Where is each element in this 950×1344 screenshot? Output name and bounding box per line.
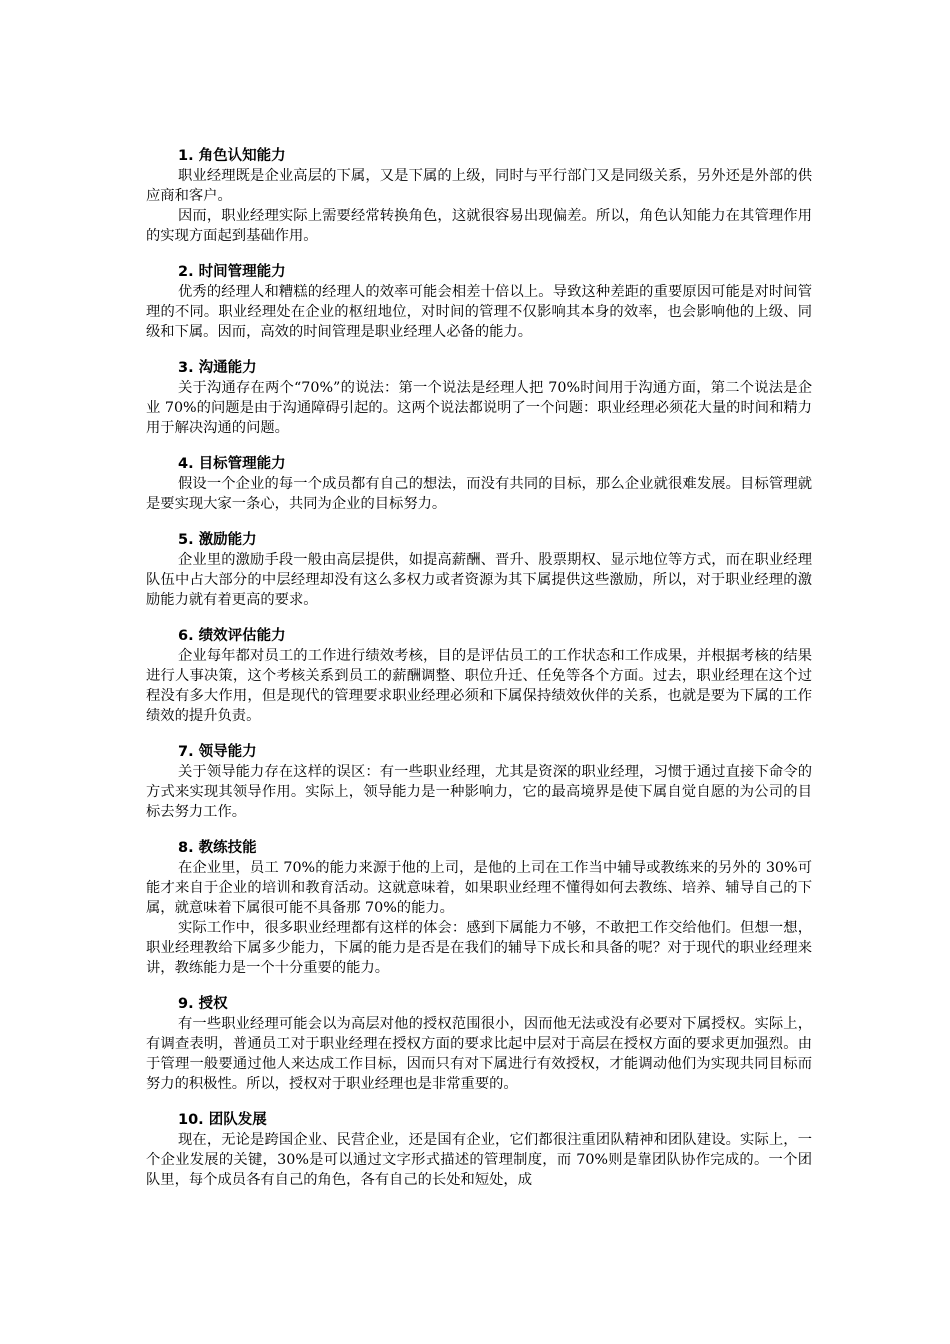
section-paragraph: 关于沟通存在两个“70%”的说法：第一个说法是经理人把 70%时间用于沟通方面，第二个说法是企业 70%的问题是由于沟通障碍引起的。这两个说法都说明了一个问题：职业经理必须花大量的时间和精力用于解决沟通的问题。 <box>146 380 812 436</box>
section-paragraph: 在企业里，员工 70%的能力来源于他的上司，是他的上司在工作当中辅导或教练来的另外的 30%可能才来自于企业的培训和教育活动。这就意味着，如果职业经理不懂得如何去教练、培养、辅导自己的下属，就意味着下属很可能不具备那 70%的能力。 <box>146 860 812 916</box>
section-paragraph: 现在，无论是跨国企业、民营企业，还是国有企业，它们都很注重团队精神和团队建设。实际上，一个企业发展的关键，30%是可以通过文字形式描述的管理制度，而 70%则是靠团队协作完成的。一个团队里，每个成员各有自己的角色，各有自己的长处和短处，成 <box>146 1132 812 1188</box>
section-communication <box>146 358 812 438</box>
section-paragraph: 假设一个企业的每一个成员都有自己的想法，而没有共同的目标，那么企业就很难发展。目标管理就是要实现大家一条心，共同为企业的目标努力。 <box>146 476 812 512</box>
section-heading: 1. 角色认知能力 <box>178 148 286 164</box>
section-leadership <box>146 742 812 822</box>
section-heading: 5. 激励能力 <box>178 532 257 548</box>
section-heading: 9. 授权 <box>178 996 228 1012</box>
section-paragraph: 职业经理既是企业高层的下属，又是下属的上级，同时与平行部门又是同级关系，另外还是外部的供应商和客户。 <box>146 168 812 204</box>
section-heading: 3. 沟通能力 <box>178 360 257 376</box>
section-performance-evaluation <box>146 626 812 726</box>
section-heading: 7. 领导能力 <box>178 744 257 760</box>
section-paragraph: 因而，职业经理实际上需要经常转换角色，这就很容易出现偏差。所以，角色认知能力在其管理作用的实现方面起到基础作用。 <box>146 208 812 244</box>
section-heading: 8. 教练技能 <box>178 840 257 856</box>
section-goal-management <box>146 454 812 514</box>
section-heading: 10. 团队发展 <box>178 1112 267 1128</box>
document-page <box>146 146 812 1206</box>
section-heading: 4. 目标管理能力 <box>178 456 286 472</box>
section-time-management <box>146 262 812 342</box>
section-paragraph: 企业里的激励手段一般由高层提供，如提高薪酬、晋升、股票期权、显示地位等方式，而在职业经理队伍中占大部分的中层经理却没有这么多权力或者资源为其下属提供这些激励，所以，对于职业经理的激励能力就有着更高的要求。 <box>146 552 812 608</box>
section-team-development <box>146 1110 812 1190</box>
section-paragraph: 优秀的经理人和糟糕的经理人的效率可能会相差十倍以上。导致这种差距的重要原因可能是对时间管理的不同。职业经理处在企业的枢纽地位，对时间的管理不仅影响其本身的效率，也会影响他的上级、同级和下属。因而，高效的时间管理是职业经理人必备的能力。 <box>146 284 812 340</box>
section-motivation <box>146 530 812 610</box>
section-paragraph: 企业每年都对员工的工作进行绩效考核，目的是评估员工的工作状态和工作成果，并根据考核的结果进行人事决策，这个考核关系到员工的薪酬调整、职位升迁、任免等各个方面。过去，职业经理在这个过程没有多大作用，但是现代的管理要求职业经理必须和下属保持绩效伙伴的关系，也就是要为下属的工作绩效的提升负责。 <box>146 648 812 724</box>
section-heading: 2. 时间管理能力 <box>178 264 286 280</box>
section-coaching <box>146 838 812 978</box>
section-role-cognition <box>146 146 812 246</box>
section-paragraph: 有一些职业经理可能会以为高层对他的授权范围很小，因而他无法或没有必要对下属授权。实际上，有调查表明，普通员工对于职业经理在授权方面的要求比起中层对于高层在授权方面的要求更加强烈。由于管理一般要通过他人来达成工作目标，因而只有对下属进行有效授权，才能调动他们为实现共同目标而努力的积极性。所以，授权对于职业经理也是非常重要的。 <box>146 1016 812 1092</box>
section-paragraph: 关于领导能力存在这样的误区：有一些职业经理，尤其是资深的职业经理，习惯于通过直接下命令的方式来实现其领导作用。实际上，领导能力是一种影响力，它的最高境界是使下属自觉自愿的为公司的目标去努力工作。 <box>146 764 812 820</box>
section-heading: 6. 绩效评估能力 <box>178 628 286 644</box>
section-paragraph: 实际工作中，很多职业经理都有这样的体会：感到下属能力不够，不敢把工作交给他们。但想一想，职业经理教给下属多少能力，下属的能力是否是在我们的辅导下成长和具备的呢？对于现代的职业经理来讲，教练能力是一个十分重要的能力。 <box>146 920 812 976</box>
section-delegation <box>146 994 812 1094</box>
